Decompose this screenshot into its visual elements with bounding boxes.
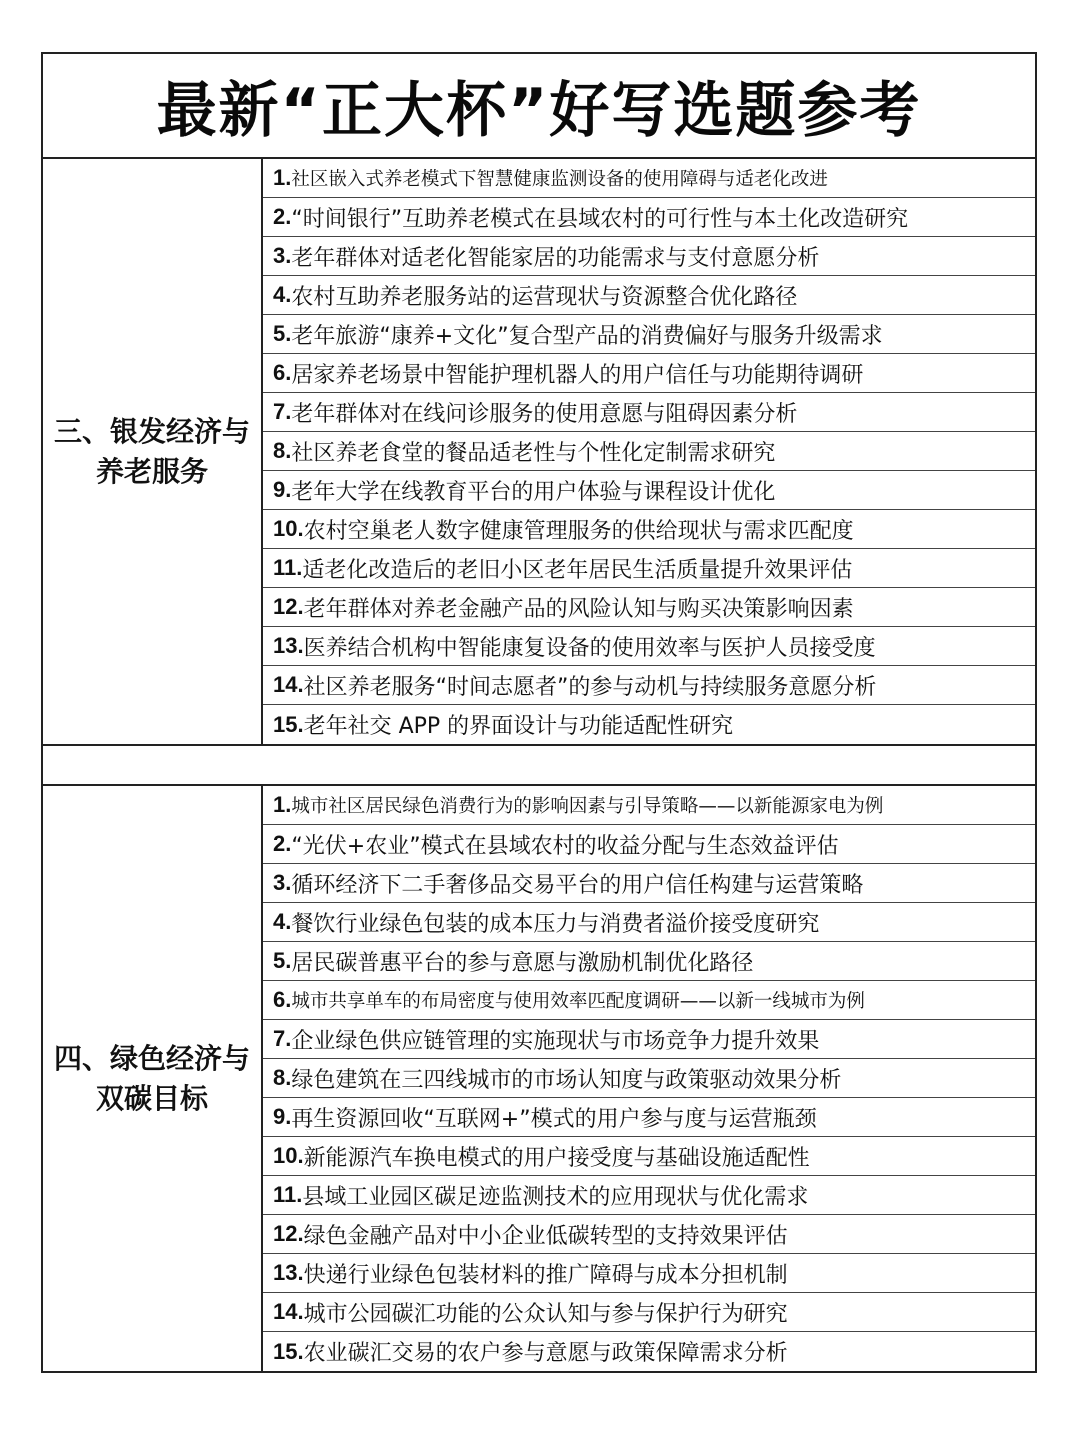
topic-number: 12. xyxy=(273,594,304,619)
topic-number: 1. xyxy=(273,792,292,817)
page-title: 最新“正大杯”好写选题参考 xyxy=(156,75,922,146)
topic-text: 餐饮行业绿色包装的成本压力与消费者溢价接受度研究 xyxy=(291,911,820,937)
section-label-line1: 四、绿色经济与 xyxy=(53,1041,250,1075)
topic-item xyxy=(263,1254,1035,1293)
topic-text: 社区养老服务“时间志愿者”的参与动机与持续服务意愿分析 xyxy=(303,674,877,700)
topic-text: 城市共享单车的布局密度与使用效率匹配度调研——以新一线城市为例 xyxy=(291,991,865,1012)
topic-item xyxy=(263,1332,1035,1371)
topic-text: 农业碳汇交易的农户参与意愿与政策保障需求分析 xyxy=(303,1341,788,1366)
topic-number: 9. xyxy=(273,477,292,502)
topic-item xyxy=(263,627,1035,666)
topic-item xyxy=(263,237,1035,276)
topic-item xyxy=(263,705,1035,744)
topic-item xyxy=(263,1020,1035,1059)
topic-number: 6. xyxy=(273,360,292,385)
topic-text: “光伏+农业”模式在县域农村的收益分配与生态效益评估 xyxy=(291,833,839,859)
topic-number: 12. xyxy=(273,1221,304,1246)
topic-text: “时间银行”互助养老模式在县域农村的可行性与本土化改造研究 xyxy=(291,206,909,232)
topic-item xyxy=(263,786,1035,825)
title-row xyxy=(43,54,1035,159)
topic-list xyxy=(263,159,1035,744)
topic-item xyxy=(263,864,1035,903)
topic-text: 社区嵌入式养老模式下智慧健康监测设备的使用障碍与适老化改进 xyxy=(291,169,828,190)
topic-number: 3. xyxy=(273,870,292,895)
topic-text: 企业绿色供应链管理的实施现状与市场竞争力提升效果 xyxy=(291,1028,820,1054)
section-label-line1: 三、银发经济与 xyxy=(53,414,250,448)
topic-text: 绿色建筑在三四线城市的市场认知度与政策驱动效果分析 xyxy=(291,1067,842,1093)
topic-text: 再生资源回收“互联网+”模式的用户参与度与运营瓶颈 xyxy=(291,1106,817,1132)
topic-item xyxy=(263,1098,1035,1137)
topic-number: 4. xyxy=(273,909,292,934)
topic-text: 老年群体对养老金融产品的风险认知与购买决策影响因素 xyxy=(303,596,854,622)
topic-number: 1. xyxy=(273,165,292,190)
topic-item xyxy=(263,942,1035,981)
topic-item xyxy=(263,354,1035,393)
topic-number: 13. xyxy=(273,1260,304,1285)
topic-number: 2. xyxy=(273,204,292,229)
topic-item xyxy=(263,825,1035,864)
topic-number: 11. xyxy=(273,555,303,580)
section-green-economy xyxy=(43,786,1035,1373)
topic-item xyxy=(263,1293,1035,1332)
topic-item xyxy=(263,981,1035,1020)
topic-text: 适老化改造后的老旧小区老年居民生活质量提升效果评估 xyxy=(302,557,853,583)
topic-number: 8. xyxy=(273,1065,292,1090)
topic-text: 绿色金融产品对中小企业低碳转型的支持效果评估 xyxy=(303,1223,788,1249)
topic-item xyxy=(263,393,1035,432)
topic-item xyxy=(263,315,1035,354)
topic-text: 医养结合机构中智能康复设备的使用效率与医护人员接受度 xyxy=(303,635,876,661)
topic-number: 5. xyxy=(273,948,292,973)
topic-item xyxy=(263,432,1035,471)
topic-item xyxy=(263,471,1035,510)
topic-number: 10. xyxy=(273,516,304,541)
topic-number: 4. xyxy=(273,282,292,307)
topic-text: 快递行业绿色包装材料的推广障碍与成本分担机制 xyxy=(303,1262,788,1288)
topic-text: 农村空巢老人数字健康管理服务的供给现状与需求匹配度 xyxy=(303,518,854,544)
topic-number: 7. xyxy=(273,399,292,424)
topic-text: 新能源汽车换电模式的用户接受度与基础设施适配性 xyxy=(303,1145,810,1171)
topic-number: 2. xyxy=(273,831,292,856)
topic-number: 9. xyxy=(273,1104,292,1129)
topic-list xyxy=(263,786,1035,1371)
topic-text: 城市社区居民绿色消费行为的影响因素与引导策略——以新能源家电为例 xyxy=(291,796,884,817)
topic-number: 10. xyxy=(273,1143,304,1168)
topic-item xyxy=(263,1176,1035,1215)
section-label xyxy=(43,786,263,1371)
topic-text: 农村互助养老服务站的运营现状与资源整合优化路径 xyxy=(291,284,798,310)
topic-number: 8. xyxy=(273,438,292,463)
topic-number: 15. xyxy=(273,711,304,737)
topic-text: 循环经济下二手奢侈品交易平台的用户信任构建与运营策略 xyxy=(291,872,864,898)
topic-number: 11. xyxy=(273,1182,303,1207)
topic-number: 13. xyxy=(273,633,304,658)
topic-text: 社区养老食堂的餐品适老性与个性化定制需求研究 xyxy=(291,440,776,466)
topic-item xyxy=(263,276,1035,315)
topic-item xyxy=(263,588,1035,627)
topics-table xyxy=(41,52,1037,1373)
topic-text: 老年旅游“康养+文化”复合型产品的消费偏好与服务升级需求 xyxy=(291,323,883,349)
section-label xyxy=(43,159,263,744)
topic-text: 县域工业园区碳足迹监测技术的应用现状与优化需求 xyxy=(302,1184,809,1210)
topic-item xyxy=(263,666,1035,705)
topic-text: 城市公园碳汇功能的公众认知与参与保护行为研究 xyxy=(303,1301,788,1327)
topic-number: 5. xyxy=(273,321,292,346)
section-label-line2: 养老服务 xyxy=(95,454,208,488)
topic-item xyxy=(263,1215,1035,1254)
topic-item xyxy=(263,510,1035,549)
topic-number: 15. xyxy=(273,1338,304,1364)
topic-text: 老年群体对在线问诊服务的使用意愿与阻碍因素分析 xyxy=(291,401,798,427)
section-silver-economy xyxy=(43,159,1035,746)
topic-item xyxy=(263,1059,1035,1098)
topic-text: 老年社交 APP 的界面设计与功能适配性研究 xyxy=(303,714,734,739)
blank-row xyxy=(43,746,1035,786)
topic-text: 老年大学在线教育平台的用户体验与课程设计优化 xyxy=(291,479,776,505)
topic-number: 14. xyxy=(273,1299,304,1324)
topic-item xyxy=(263,1137,1035,1176)
topic-number: 3. xyxy=(273,243,292,268)
topic-text: 居家养老场景中智能护理机器人的用户信任与功能期待调研 xyxy=(291,362,864,388)
topic-text: 老年群体对适老化智能家居的功能需求与支付意愿分析 xyxy=(291,245,820,271)
topic-number: 6. xyxy=(273,987,292,1012)
topic-number: 7. xyxy=(273,1026,292,1051)
topic-item xyxy=(263,903,1035,942)
section-label-line2: 双碳目标 xyxy=(95,1081,208,1115)
topic-item xyxy=(263,159,1035,198)
topic-number: 14. xyxy=(273,672,304,697)
topic-item xyxy=(263,198,1035,237)
topic-item xyxy=(263,549,1035,588)
topic-text: 居民碳普惠平台的参与意愿与激励机制优化路径 xyxy=(291,950,754,976)
